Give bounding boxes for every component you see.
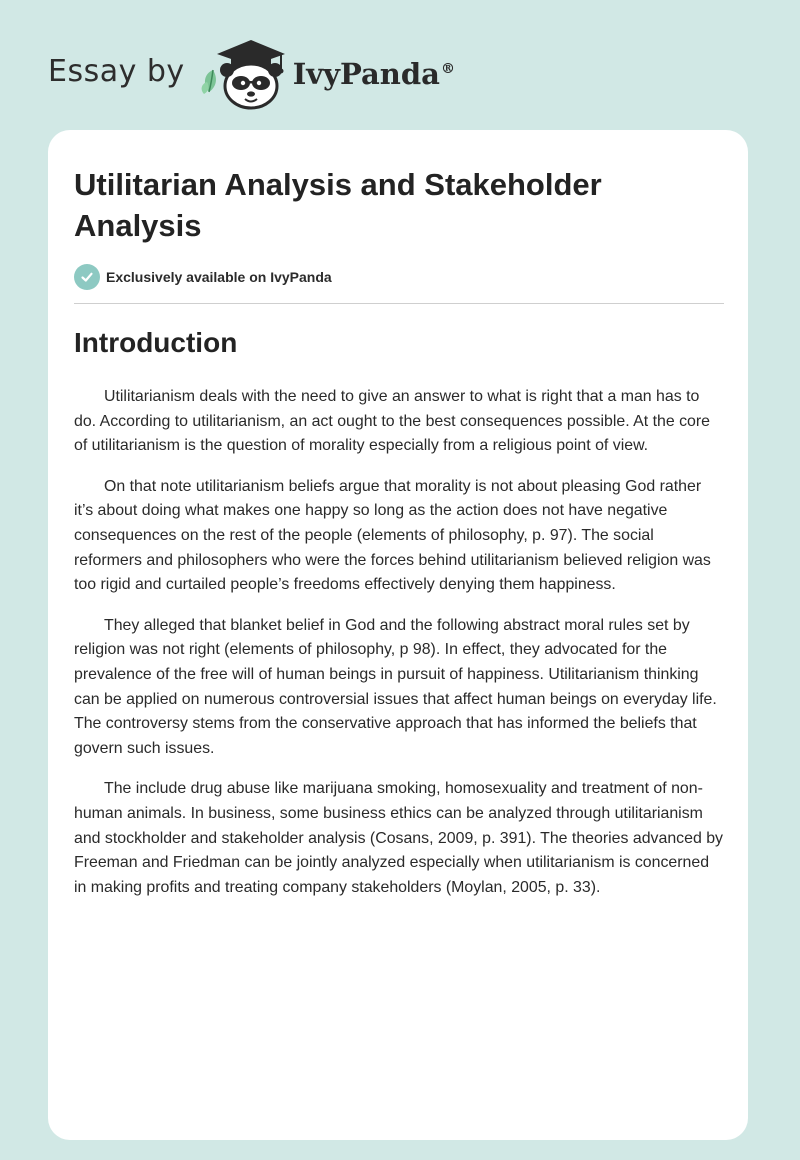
paragraph: The include drug abuse like marijuana smoking, homosexuality and treatment of non-human animals. In business, some business ethics can be analyzed through utilitarianism and stockholder and stakeholder analysis (Cosans, 2009, p. 391). The theories advanced by Freeman and Friedman can be jointly analyzed especially when utilitarianism is concerned in making profits and treating company stakeholders (Moylan, 2005, p. 33). [74, 780, 723, 896]
essay-by-label: Essay by [48, 53, 185, 89]
ivypanda-logo[interactable] [201, 36, 289, 110]
section-heading: Introduction [74, 327, 238, 358]
exclusive-text: Exclusively available on IvyPanda [106, 269, 332, 285]
essay-title: Utilitarian Analysis and Stakeholder Analysis [74, 167, 602, 243]
exclusive-badge [74, 264, 332, 290]
paragraph: They alleged that blanket belief in God and the following abstract moral rules set by religion was not right (elements of philosophy, p 98). In effect, they advocated for the prevalence of the free will of human beings in pursuit of happiness. Utilitarianism thinking can be applied on numerous controversial issues that affect human beings on everyday life. The controversy stems from the conservative approach that has informed the beliefs that govern such issues. [74, 616, 717, 757]
paragraph: Utilitarianism deals with the need to give an answer to what is right that a man has to do. According to utilitarianism, an act ought to the best consequences possible. At the core of utilitarianism is the question of morality especially from a religious point of view. [74, 388, 711, 455]
check-circle-icon [74, 264, 100, 290]
site-header [48, 36, 455, 110]
essay-body [74, 385, 724, 916]
brand-name[interactable]: IvyPanda® [292, 57, 455, 91]
paragraph: On that note utilitarianism beliefs argue that morality is not about pleasing God rather it’s about doing what makes one happy so long as the action does not have negative consequences on the rest of the people (elements of philosophy, p. 97). The social reformers and philosophers who were the forces behind utilitarianism believed religion was too rigid and curtailed people’s freedoms effectively denying them happiness. [74, 477, 711, 594]
essay-card [48, 130, 748, 1140]
divider [74, 303, 724, 304]
ivy-leaf-icon [201, 70, 215, 94]
panda-graduate-icon [201, 36, 289, 110]
